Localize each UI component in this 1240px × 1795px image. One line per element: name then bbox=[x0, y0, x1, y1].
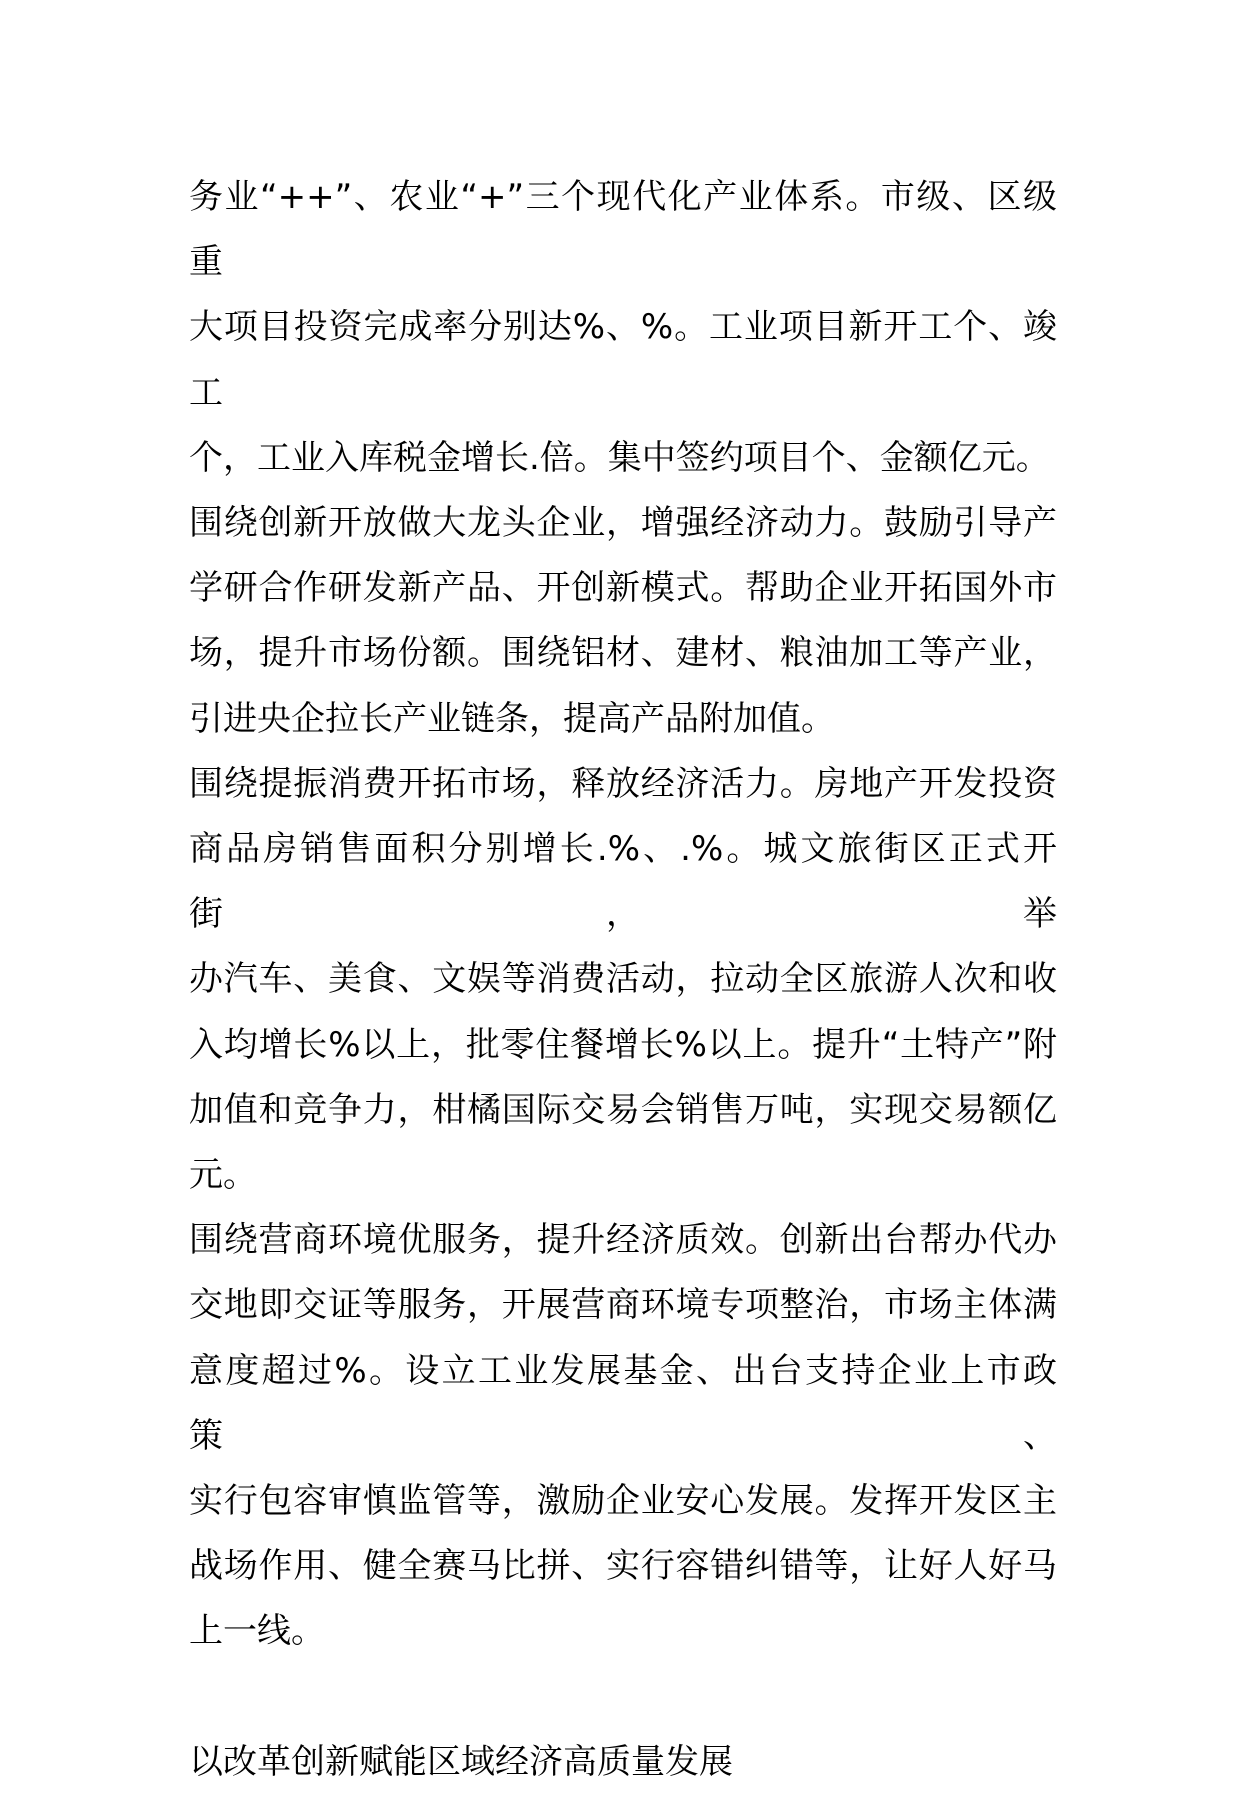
body-line: 加值和竞争力，柑橘国际交易会销售万吨，实现交易额亿 bbox=[189, 1089, 1057, 1130]
body-line: 商品房销售面积分别增长.%、.%。城文旅街区正式开街，举 bbox=[189, 829, 1057, 935]
paragraph bbox=[189, 752, 1057, 1208]
body-line: 意度超过%。设立工业发展基金、出台支持企业上市政策、 bbox=[189, 1350, 1057, 1456]
body-line: 办汽车、美食、文娱等消费活动，拉动全区旅游人次和收 bbox=[189, 959, 1057, 1000]
section-heading: 以改革创新赋能区域经济高质量发展 bbox=[189, 1741, 733, 1782]
blank-line bbox=[189, 1665, 1057, 1730]
body-line: 学研合作研发新产品、开创新模式。帮助企业开拓国外市 bbox=[189, 568, 1057, 609]
body-line: 实行包容审慎监管等，激励企业安心发展。发挥开发区主 bbox=[189, 1481, 1057, 1522]
body-line: 大项目投资完成率分别达%、%。工业项目新开工个、竣工 bbox=[189, 307, 1057, 413]
body-line: 围绕提振消费开拓市场，释放经济活力。房地产开发投资 bbox=[189, 763, 1057, 804]
body-line: 引进央企拉长产业链条，提高产品附加值。 bbox=[189, 698, 835, 739]
body-line: 元。 bbox=[189, 1155, 257, 1196]
body-line: 围绕营商环境优服务，提升经济质效。创新出台帮办代办 bbox=[189, 1220, 1057, 1261]
body-line: 务业“++”、农业“+”三个现代化产业体系。市级、区级重 bbox=[189, 177, 1057, 283]
document-body bbox=[189, 165, 1057, 1795]
paragraph bbox=[189, 491, 1057, 752]
paragraph bbox=[189, 165, 1057, 491]
paragraph bbox=[189, 1208, 1057, 1664]
body-line: 个，工业入库税金增长.倍。集中签约项目个、金额亿元。 bbox=[189, 437, 1050, 478]
body-line: 入均增长%以上，批零住餐增长%以上。提升“土特产”附 bbox=[189, 1024, 1057, 1065]
body-line: 围绕创新开放做大龙头企业，增强经济动力。鼓励引导产 bbox=[189, 503, 1057, 544]
body-line: 战场作用、健全赛马比拼、实行容错纠错等，让好人好马 bbox=[189, 1546, 1057, 1587]
body-line: 交地即交证等服务，开展营商环境专项整治，市场主体满 bbox=[189, 1285, 1057, 1326]
body-line: 场，提升市场份额。围绕铝材、建材、粮油加工等产业， bbox=[189, 633, 1057, 674]
body-line: 上一线。 bbox=[189, 1611, 325, 1652]
